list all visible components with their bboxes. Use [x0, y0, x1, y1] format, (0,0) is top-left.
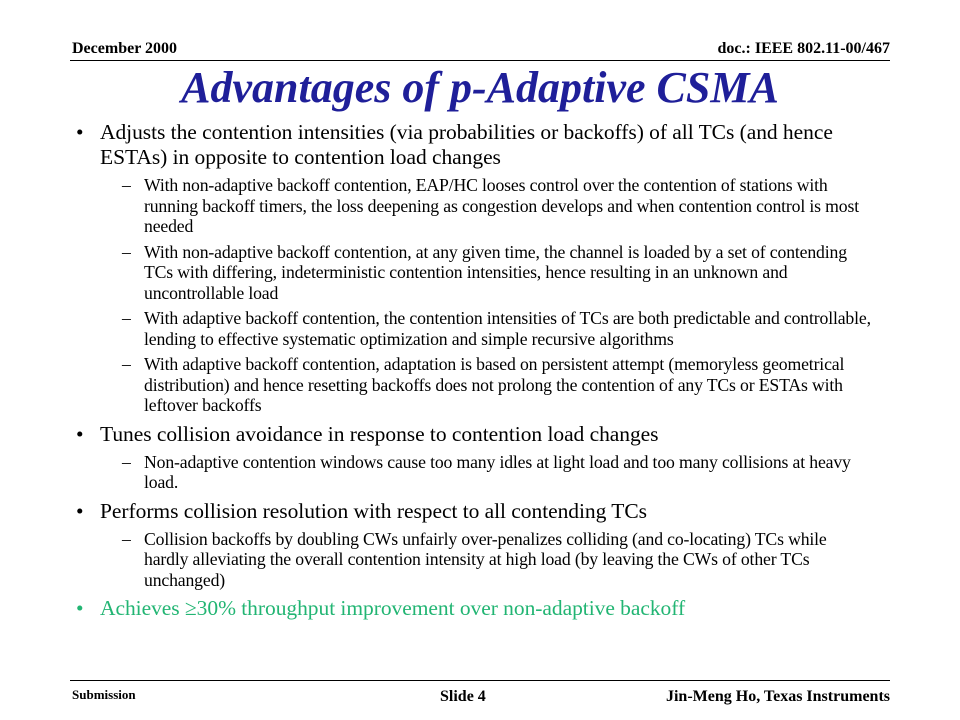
footer-author: Jin-Meng Ho, Texas Instruments [665, 688, 890, 705]
bullet-text: Achieves ≥30% throughput improvement over non-adaptive backoff [100, 596, 686, 620]
header-date: December 2000 [72, 40, 177, 57]
bullet-item-highlight [74, 596, 874, 621]
sub-bullet-text: Non-adaptive contention windows cause too many idles at light load and too many collisions at heavy load. [144, 451, 851, 492]
sub-bullet-item [122, 242, 874, 304]
dash-marker: – [122, 308, 131, 328]
slide-title: Advantages of p-Adaptive CSMA [181, 63, 779, 112]
bullet-item [74, 120, 874, 170]
bullet-text: Tunes collision avoidance in response to contention load changes [100, 421, 659, 446]
dash-marker: – [122, 175, 131, 195]
sub-bullet-text: With adaptive backoff contention, the contention intensities of TCs are both predictable and controllable, lending to effective systematic optimization and simple recursive algorithms [144, 308, 871, 349]
sub-bullet-item [122, 354, 874, 416]
footer-slide-number: Slide 4 [440, 688, 486, 705]
footer-submission: Submission [72, 687, 136, 702]
bullet-marker: • [76, 120, 84, 144]
bullet-text: Adjusts the contention intensities (via probabilities or backoffs) of all TCs (and hence ESTAs) in opposite to contention load changes [100, 120, 833, 169]
bullet-marker: • [76, 421, 84, 446]
sub-bullet-item [122, 175, 874, 237]
header-doc-id: doc.: IEEE 802.11-00/467 [717, 40, 890, 57]
sub-bullet-text: Collision backoffs by doubling CWs unfairly over-penalizes colliding (and co-locating) TCs while hardly alleviating the overall contention intensity at high load (by leaving the CWs of other TCs unchanged) [144, 528, 827, 590]
bullet-item [74, 422, 874, 447]
bullet-marker: • [76, 596, 84, 620]
dash-marker: – [122, 354, 131, 374]
sub-bullet-text: With non-adaptive backoff contention, at any given time, the channel is loaded by a set of contending TCs with differing, indeterministic contention intensities, hence resulting in an unknown and uncontrollable load [144, 241, 847, 303]
dash-marker: – [122, 451, 131, 472]
dash-marker: – [122, 528, 131, 549]
slide-content [74, 120, 874, 621]
sub-bullet-item [122, 452, 874, 493]
sub-bullet-item [122, 308, 874, 349]
bullet-item [74, 499, 874, 524]
sub-bullet-text: With non-adaptive backoff contention, EAP/HC looses control over the contention of stations with running backoff timers, the loss deepening as congestion develops and when contention control is most needed [144, 175, 859, 236]
dash-marker: – [122, 241, 131, 262]
bullet-text: Performs collision resolution with respect to all contending TCs [100, 498, 647, 523]
bullet-marker: • [76, 498, 84, 523]
sub-bullet-item [122, 529, 874, 591]
footer-rule [70, 680, 890, 681]
sub-bullet-text: With adaptive backoff contention, adaptation is based on persistent attempt (memoryless geometrical distribution) and hence resetting backoffs does not prolong the contention of any TCs or ESTAs with leftover backoffs [144, 354, 845, 415]
